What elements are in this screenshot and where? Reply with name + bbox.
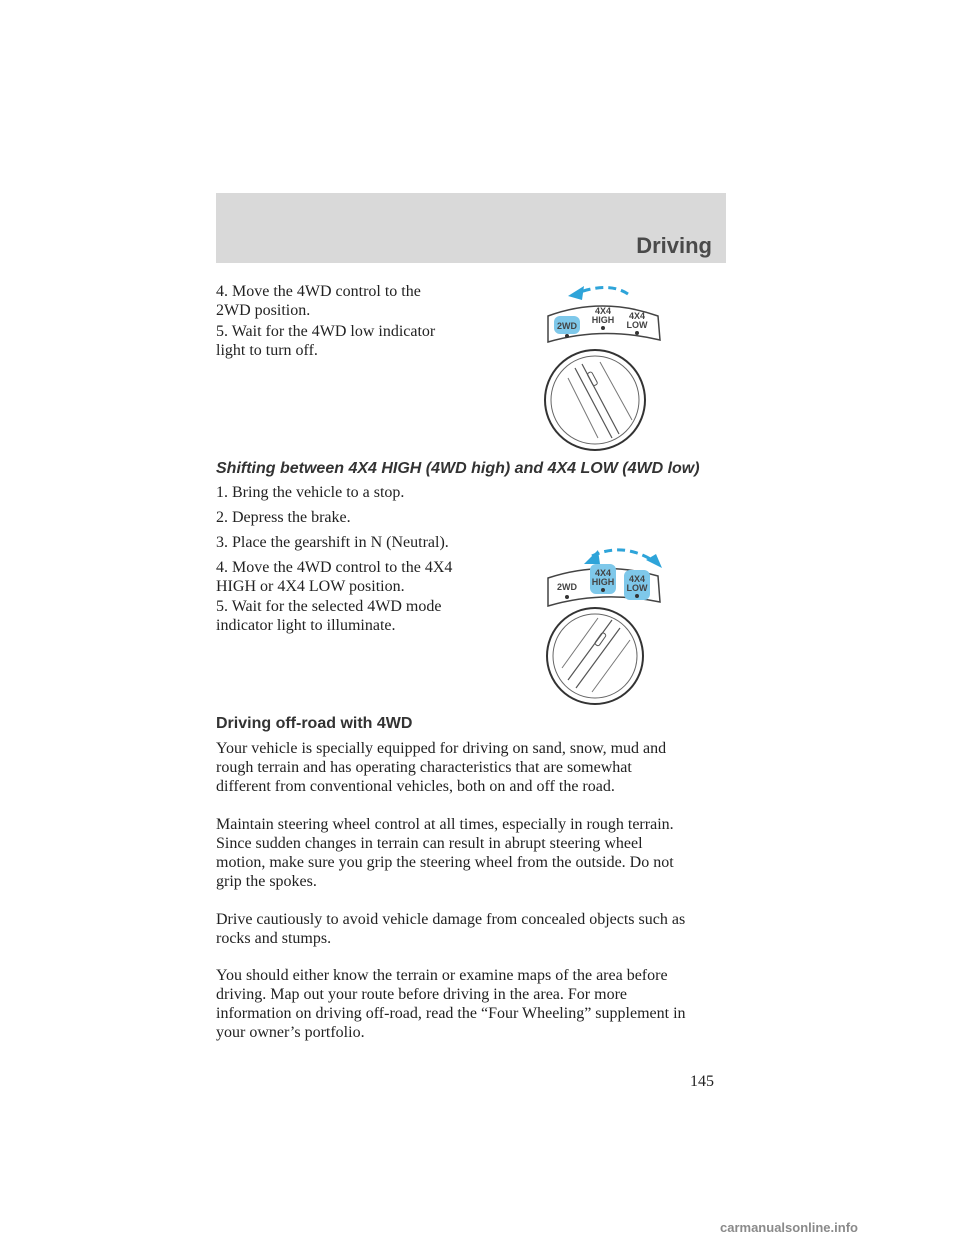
arrow-head-left-icon — [584, 550, 600, 564]
step-5-illuminate: 5. Wait for the selected 4WD mode indicator light to illuminate. — [216, 598, 442, 634]
page-number: 145 — [690, 1073, 714, 1090]
step-1-stop: 1. Bring the vehicle to a stop. — [216, 484, 405, 501]
step-3-neutral: 3. Place the gearshift in N (Neutral). — [216, 534, 449, 551]
knob-outer — [545, 350, 645, 450]
label-4x4-high-line2: HIGH — [591, 315, 615, 325]
rotation-arrow-icon — [592, 550, 652, 560]
paragraph-equipped: Your vehicle is specially equipped for driving on sand, snow, mud and rough terrain and has operating characteristics that are somewhat different from conventional vehicles, both on and off the road. — [216, 740, 667, 795]
step-4-4x4: 4. Move the 4WD control to the 4X4 HIGH or 4X4 LOW position. — [216, 559, 453, 595]
heading-shifting-high-low: Shifting between 4X4 HIGH (4WD high) and 4X4 LOW (4WD low) — [216, 460, 700, 477]
label-4x4-high-line1: 4X4 — [594, 568, 612, 578]
label-4x4-low-line1: 4X4 — [628, 574, 646, 584]
watermark: carmanualsonline.info — [720, 1220, 858, 1235]
arrow-head-right-icon — [646, 554, 662, 568]
step-4-2wd: 4. Move the 4WD control to the 2WD position. — [216, 283, 421, 319]
paragraph-caution: Drive cautiously to avoid vehicle damage from concealed objects such as rocks and stumps. — [216, 911, 686, 947]
section-header-band — [216, 193, 726, 263]
step-5-low-off: 5. Wait for the 4WD low indicator light to turn off. — [216, 323, 436, 359]
paragraph-steering: Maintain steering wheel control at all times, especially in rough terrain. Since sudden changes in terrain can result in abrupt steering wheel motion, make sure you grip the steering wheel from the outside. Do not grip the spokes. — [216, 816, 674, 890]
label-4x4-low-line2: LOW — [626, 320, 648, 330]
label-2wd: 2WD — [557, 582, 577, 592]
rotation-arrow-icon — [580, 287, 628, 294]
section-title: Driving — [636, 233, 712, 258]
4wd-control-dial-4x4 — [540, 540, 670, 710]
4wd-control-dial-2wd — [540, 278, 670, 458]
label-4x4-low-line2: LOW — [626, 583, 648, 593]
heading-off-road: Driving off-road with 4WD — [216, 715, 413, 732]
step-2-brake: 2. Depress the brake. — [216, 509, 351, 526]
label-4x4-high-line1: 4X4 — [594, 306, 612, 316]
paragraph-terrain: You should either know the terrain or examine maps of the area before driving. Map out your route before driving in the area. For more information on driving off-road, read the “Four Wheeling” supplement in your owner’s portfolio. — [216, 967, 686, 1041]
arrow-head-icon — [568, 286, 584, 300]
label-4x4-low-line1: 4X4 — [628, 311, 646, 321]
label-2wd: 2WD — [557, 321, 577, 331]
label-4x4-high-line2: HIGH — [591, 577, 615, 587]
